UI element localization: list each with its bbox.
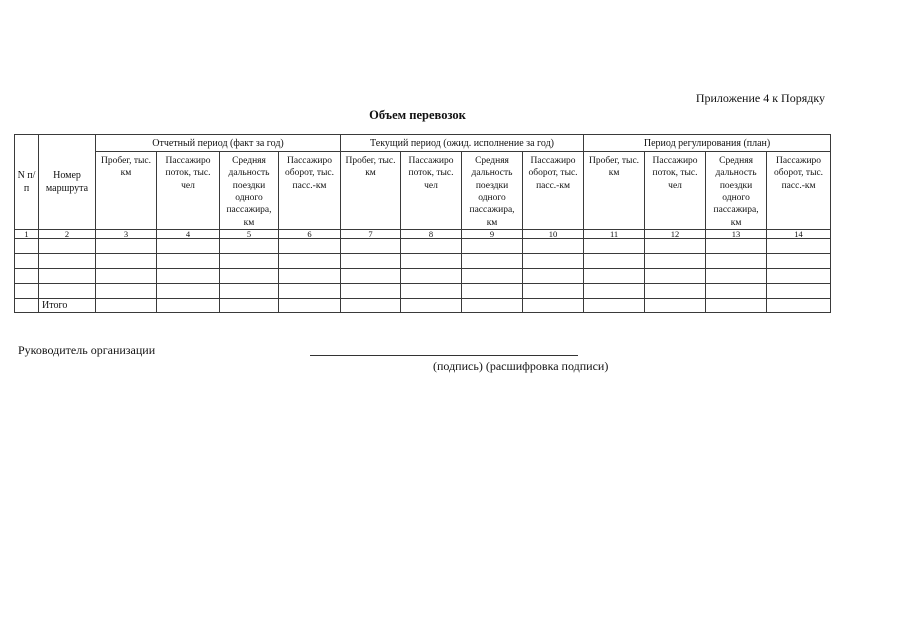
- table-cell[interactable]: [523, 254, 584, 269]
- header-group-reporting: Отчетный период (факт за год): [96, 135, 341, 152]
- table-cell[interactable]: [523, 239, 584, 254]
- header-average-distance: Средняя дальность поездки одного пассажира, км: [462, 152, 523, 230]
- table-cell[interactable]: [341, 239, 401, 254]
- table-cell[interactable]: [220, 254, 279, 269]
- header-group-current: Текущий период (ожид. исполнение за год): [341, 135, 584, 152]
- header-route-number: Номер маршрута: [39, 135, 96, 230]
- header-column-row: [15, 152, 831, 230]
- table-cell[interactable]: [767, 299, 831, 313]
- table-cell[interactable]: [767, 239, 831, 254]
- table-cell[interactable]: [39, 269, 96, 284]
- header-passenger-flow: Пассажиро поток, тыс. чел: [157, 152, 220, 230]
- table-cell[interactable]: [645, 284, 706, 299]
- table-cell[interactable]: [706, 284, 767, 299]
- table-cell[interactable]: [39, 254, 96, 269]
- table-cell[interactable]: [584, 269, 645, 284]
- table-cell[interactable]: [645, 299, 706, 313]
- header-average-distance: Средняя дальность поездки одного пассажира, км: [220, 152, 279, 230]
- table-cell[interactable]: [279, 254, 341, 269]
- table-cell[interactable]: [279, 239, 341, 254]
- table-cell[interactable]: [96, 299, 157, 313]
- header-passenger-turnover: Пассажиро оборот, тыс. пасс.-км: [279, 152, 341, 230]
- column-number: 6: [279, 230, 341, 239]
- table-cell[interactable]: [15, 254, 39, 269]
- table-cell[interactable]: [645, 239, 706, 254]
- table-cell[interactable]: [584, 299, 645, 313]
- column-number: 11: [584, 230, 645, 239]
- total-row: [15, 299, 831, 313]
- header-index: N п/п: [15, 135, 39, 230]
- table-cell[interactable]: [767, 269, 831, 284]
- header-group-row: [15, 135, 831, 152]
- table-cell[interactable]: [157, 299, 220, 313]
- header-mileage: Пробег, тыс. км: [96, 152, 157, 230]
- table-cell[interactable]: [706, 299, 767, 313]
- table-cell[interactable]: [584, 284, 645, 299]
- table-cell[interactable]: [279, 269, 341, 284]
- document-title: Объем перевозок: [369, 108, 466, 122]
- table-cell[interactable]: [706, 269, 767, 284]
- table-row: [15, 284, 831, 299]
- signature-line[interactable]: [310, 355, 578, 356]
- table-cell[interactable]: [279, 299, 341, 313]
- table-cell[interactable]: [584, 239, 645, 254]
- table-cell[interactable]: [157, 269, 220, 284]
- column-number: 4: [157, 230, 220, 239]
- table-cell[interactable]: [706, 239, 767, 254]
- signer-label: Руководитель организации: [18, 343, 156, 357]
- table-cell[interactable]: [462, 299, 523, 313]
- table-header: [15, 135, 831, 230]
- header-mileage: Пробег, тыс. км: [341, 152, 401, 230]
- table-cell[interactable]: [584, 254, 645, 269]
- table-cell[interactable]: [462, 239, 523, 254]
- header-average-distance: Средняя дальность поездки одного пассажира, км: [706, 152, 767, 230]
- table-cell[interactable]: [96, 284, 157, 299]
- table-cell[interactable]: [401, 284, 462, 299]
- table-cell[interactable]: [15, 299, 39, 313]
- table-cell[interactable]: [157, 239, 220, 254]
- table-cell[interactable]: [645, 269, 706, 284]
- table-row: [15, 269, 831, 284]
- column-number: 8: [401, 230, 462, 239]
- table-cell[interactable]: [341, 299, 401, 313]
- transport-volume-table: [14, 134, 831, 313]
- table-row: [15, 254, 831, 269]
- column-number: 5: [220, 230, 279, 239]
- table-cell[interactable]: [401, 269, 462, 284]
- table-cell[interactable]: [157, 284, 220, 299]
- total-label: Итого: [39, 299, 96, 313]
- appendix-note: Приложение 4 к Порядку: [695, 91, 825, 105]
- table-cell[interactable]: [462, 254, 523, 269]
- table-cell[interactable]: [523, 299, 584, 313]
- header-passenger-flow: Пассажиро поток, тыс. чел: [401, 152, 462, 230]
- column-number: 9: [462, 230, 523, 239]
- table-cell[interactable]: [401, 239, 462, 254]
- header-mileage: Пробег, тыс. км: [584, 152, 645, 230]
- header-passenger-turnover: Пассажиро оборот, тыс. пасс.-км: [523, 152, 584, 230]
- table-cell[interactable]: [645, 254, 706, 269]
- column-number: 2: [39, 230, 96, 239]
- signature-caption: (подпись) (расшифровка подписи): [433, 359, 609, 373]
- table-cell[interactable]: [341, 269, 401, 284]
- table-cell[interactable]: [39, 239, 96, 254]
- table-cell[interactable]: [341, 254, 401, 269]
- table-cell[interactable]: [96, 269, 157, 284]
- table-cell[interactable]: [401, 299, 462, 313]
- table-cell[interactable]: [767, 284, 831, 299]
- table-cell[interactable]: [341, 284, 401, 299]
- table-cell[interactable]: [96, 254, 157, 269]
- header-passenger-flow: Пассажиро поток, тыс. чел: [645, 152, 706, 230]
- header-passenger-turnover: Пассажиро оборот, тыс. пасс.-км: [767, 152, 831, 230]
- column-number: 3: [96, 230, 157, 239]
- table-cell[interactable]: [39, 284, 96, 299]
- table-cell[interactable]: [15, 239, 39, 254]
- table-cell[interactable]: [706, 254, 767, 269]
- column-number: 10: [523, 230, 584, 239]
- table-cell[interactable]: [220, 284, 279, 299]
- table-cell[interactable]: [462, 269, 523, 284]
- table-body: [15, 230, 831, 313]
- table-cell[interactable]: [96, 239, 157, 254]
- table-cell[interactable]: [523, 269, 584, 284]
- table-cell[interactable]: [401, 254, 462, 269]
- column-number: 12: [645, 230, 706, 239]
- table-cell[interactable]: [523, 284, 584, 299]
- table-cell[interactable]: [157, 254, 220, 269]
- column-number: 7: [341, 230, 401, 239]
- table-cell[interactable]: [220, 299, 279, 313]
- table-cell[interactable]: [220, 269, 279, 284]
- table-cell[interactable]: [15, 269, 39, 284]
- header-group-regulation: Период регулирования (план): [584, 135, 831, 152]
- table-cell[interactable]: [220, 239, 279, 254]
- column-number: 1: [15, 230, 39, 239]
- column-number: 13: [706, 230, 767, 239]
- column-number: 14: [767, 230, 831, 239]
- table-cell[interactable]: [462, 284, 523, 299]
- table-cell[interactable]: [767, 254, 831, 269]
- table-cell[interactable]: [279, 284, 341, 299]
- column-number-row: [15, 230, 831, 239]
- table-cell[interactable]: [15, 284, 39, 299]
- table-row: [15, 239, 831, 254]
